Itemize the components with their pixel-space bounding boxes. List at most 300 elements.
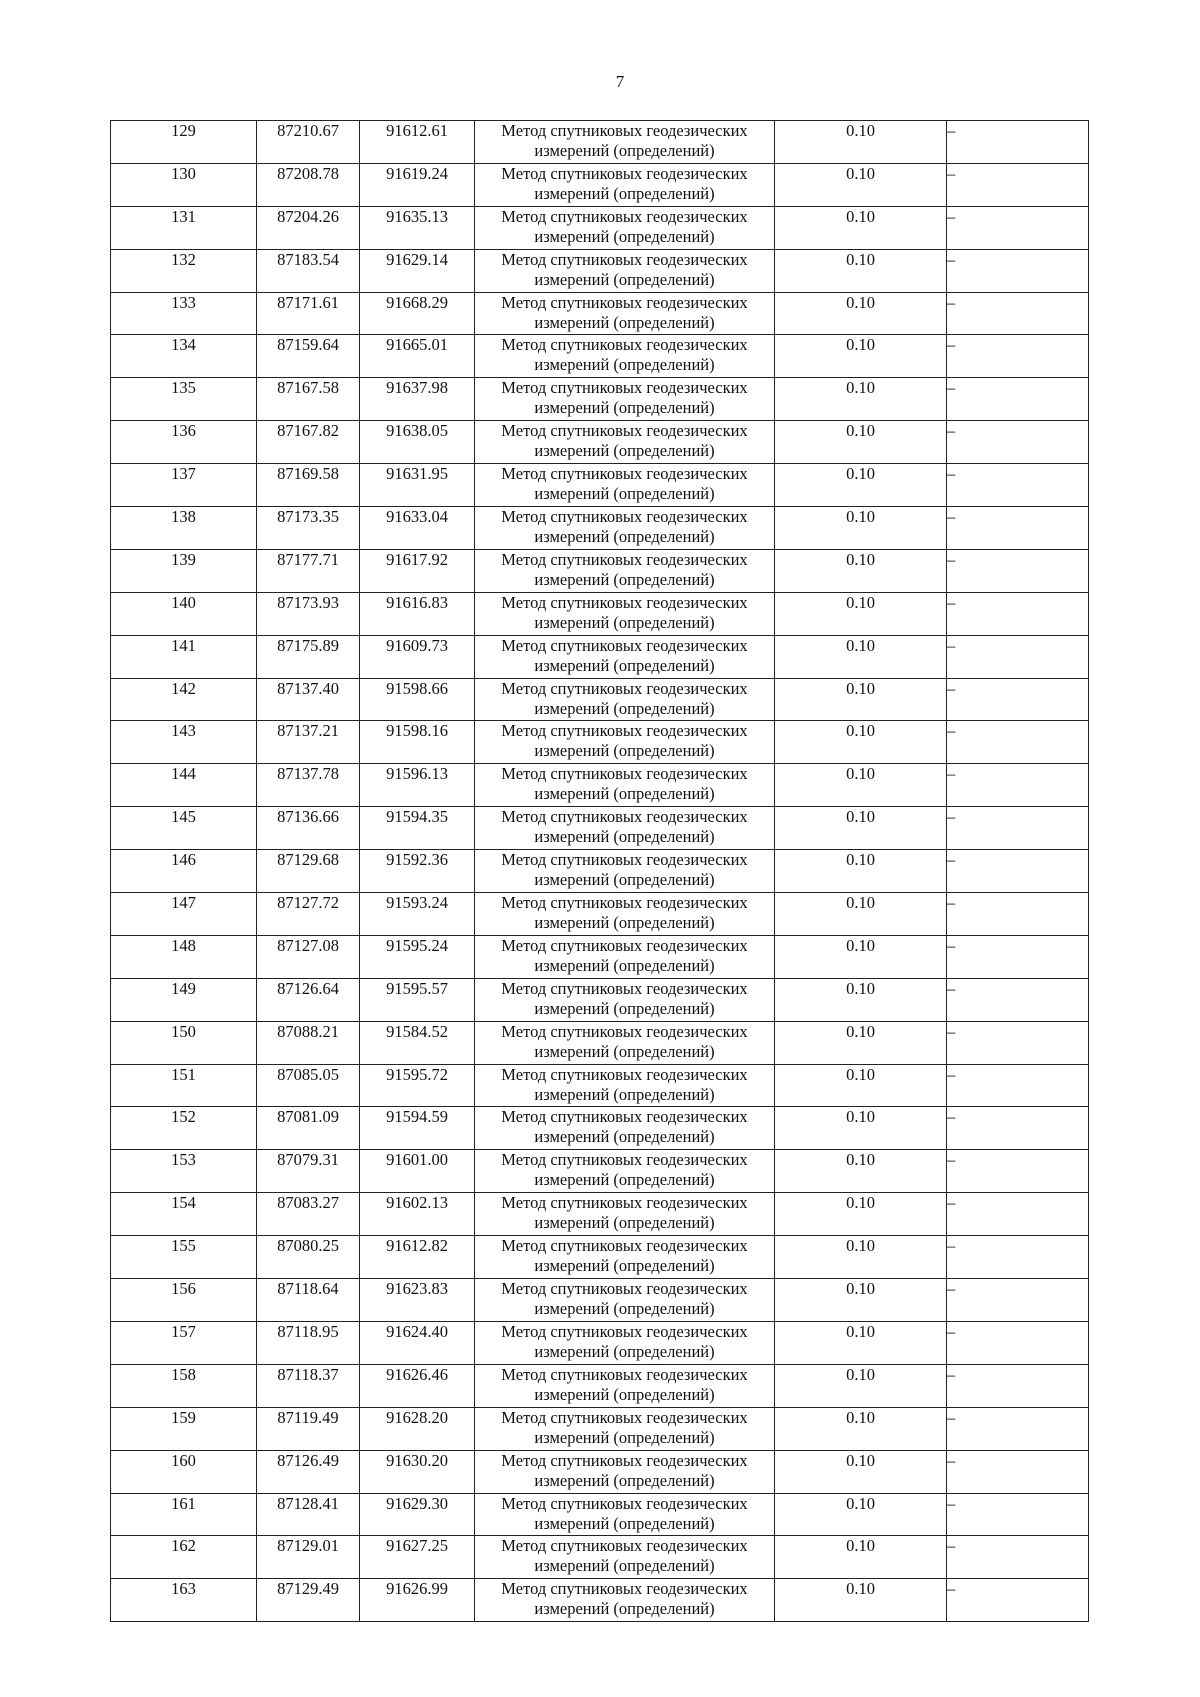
x-coordinate-cell (257, 935, 360, 978)
x-coordinate-cell (257, 292, 360, 335)
accuracy-cell (775, 635, 947, 678)
method-cell (475, 1279, 775, 1322)
point-number-cell-text: 150 (171, 1021, 196, 1041)
accuracy-cell (775, 935, 947, 978)
y-coordinate-cell-text: 91665.01 (386, 335, 448, 355)
description-cell-text: – (947, 1536, 956, 1556)
accuracy-cell-text: 0.10 (846, 549, 875, 569)
table-row (111, 121, 1089, 164)
method-cell (475, 1493, 775, 1536)
y-coordinate-cell (360, 592, 475, 635)
point-number-cell-text: 140 (171, 592, 196, 612)
accuracy-cell-text: 0.10 (846, 1021, 875, 1041)
x-coordinate-cell (257, 978, 360, 1021)
description-cell (947, 1364, 1089, 1407)
y-coordinate-cell (360, 464, 475, 507)
table-row (111, 163, 1089, 206)
description-cell (947, 1407, 1089, 1450)
accuracy-cell (775, 121, 947, 164)
point-number-cell-text: 139 (171, 549, 196, 569)
table-row (111, 635, 1089, 678)
accuracy-cell (775, 292, 947, 335)
table-row (111, 893, 1089, 936)
point-number-cell (111, 935, 257, 978)
accuracy-cell-text: 0.10 (846, 292, 875, 312)
description-cell (947, 121, 1089, 164)
description-cell-text: – (947, 249, 956, 269)
description-cell (947, 1536, 1089, 1579)
description-cell (947, 678, 1089, 721)
y-coordinate-cell-text: 91624.40 (386, 1321, 448, 1341)
y-coordinate-cell (360, 1107, 475, 1150)
y-coordinate-cell-text: 91609.73 (386, 635, 448, 655)
point-number-cell-text: 157 (171, 1321, 196, 1341)
accuracy-cell (775, 335, 947, 378)
x-coordinate-cell-text: 87088.21 (277, 1021, 339, 1041)
y-coordinate-cell (360, 1407, 475, 1450)
x-coordinate-cell (257, 1364, 360, 1407)
point-number-cell-text: 144 (171, 764, 196, 784)
method-cell (475, 893, 775, 936)
method-cell (475, 1321, 775, 1364)
x-coordinate-cell (257, 850, 360, 893)
table-row (111, 507, 1089, 550)
method-cell-text: Метод спутниковых геодезических измерений (определений) (501, 163, 748, 203)
accuracy-cell (775, 1021, 947, 1064)
method-cell-text: Метод спутниковых геодезических измерений (определений) (501, 335, 748, 375)
y-coordinate-cell (360, 850, 475, 893)
x-coordinate-cell-text: 87169.58 (277, 464, 339, 484)
point-number-cell-text: 154 (171, 1193, 196, 1213)
description-cell-text: – (947, 1150, 956, 1170)
x-coordinate-cell-text: 87129.68 (277, 850, 339, 870)
description-cell-text: – (947, 121, 956, 140)
table-row (111, 292, 1089, 335)
point-number-cell (111, 592, 257, 635)
y-coordinate-cell-text: 91592.36 (386, 850, 448, 870)
description-cell (947, 378, 1089, 421)
y-coordinate-cell-text: 91593.24 (386, 893, 448, 913)
description-cell (947, 292, 1089, 335)
method-cell-text: Метод спутниковых геодезических измерений (определений) (501, 1064, 748, 1104)
description-cell-text: – (947, 1579, 956, 1599)
description-cell (947, 1321, 1089, 1364)
y-coordinate-cell (360, 163, 475, 206)
x-coordinate-cell (257, 464, 360, 507)
table-row (111, 1579, 1089, 1622)
y-coordinate-cell (360, 1064, 475, 1107)
description-cell (947, 335, 1089, 378)
method-cell-text: Метод спутниковых геодезических измерений (определений) (501, 292, 748, 332)
x-coordinate-cell (257, 121, 360, 164)
point-number-cell-text: 145 (171, 807, 196, 827)
y-coordinate-cell-text: 91598.66 (386, 678, 448, 698)
description-cell-text: – (947, 1364, 956, 1384)
x-coordinate-cell (257, 1107, 360, 1150)
point-number-cell (111, 1107, 257, 1150)
accuracy-cell-text: 0.10 (846, 1450, 875, 1470)
y-coordinate-cell-text: 91619.24 (386, 163, 448, 183)
accuracy-cell-text: 0.10 (846, 378, 875, 398)
x-coordinate-cell (257, 678, 360, 721)
x-coordinate-cell-text: 87119.49 (277, 1407, 339, 1427)
y-coordinate-cell-text: 91635.13 (386, 206, 448, 226)
point-number-cell (111, 378, 257, 421)
accuracy-cell (775, 721, 947, 764)
method-cell (475, 1579, 775, 1622)
description-cell (947, 1450, 1089, 1493)
coordinates-table-body (111, 121, 1089, 1622)
table-row (111, 1107, 1089, 1150)
point-number-cell-text: 141 (171, 635, 196, 655)
description-cell-text: – (947, 464, 956, 484)
accuracy-cell (775, 807, 947, 850)
point-number-cell (111, 678, 257, 721)
description-cell-text: – (947, 1407, 956, 1427)
x-coordinate-cell-text: 87171.61 (277, 292, 339, 312)
accuracy-cell (775, 1493, 947, 1536)
point-number-cell-text: 132 (171, 249, 196, 269)
method-cell-text: Метод спутниковых геодезических измерений (определений) (501, 1364, 748, 1404)
method-cell-text: Метод спутниковых геодезических измерений (определений) (501, 378, 748, 418)
accuracy-cell (775, 1279, 947, 1322)
method-cell-text: Метод спутниковых геодезических измерений (определений) (501, 1236, 748, 1276)
method-cell-text: Метод спутниковых геодезических измерений (определений) (501, 764, 748, 804)
y-coordinate-cell-text: 91637.98 (386, 378, 448, 398)
method-cell (475, 635, 775, 678)
accuracy-cell (775, 678, 947, 721)
point-number-cell-text: 142 (171, 678, 196, 698)
x-coordinate-cell (257, 1450, 360, 1493)
y-coordinate-cell-text: 91602.13 (386, 1193, 448, 1213)
description-cell-text: – (947, 893, 956, 913)
accuracy-cell (775, 850, 947, 893)
description-cell (947, 807, 1089, 850)
method-cell (475, 1450, 775, 1493)
method-cell (475, 464, 775, 507)
description-cell (947, 549, 1089, 592)
y-coordinate-cell-text: 91628.20 (386, 1407, 448, 1427)
y-coordinate-cell (360, 635, 475, 678)
y-coordinate-cell (360, 1493, 475, 1536)
accuracy-cell (775, 1236, 947, 1279)
accuracy-cell-text: 0.10 (846, 421, 875, 441)
accuracy-cell (775, 1579, 947, 1622)
x-coordinate-cell (257, 1321, 360, 1364)
description-cell (947, 206, 1089, 249)
accuracy-cell-text: 0.10 (846, 1407, 875, 1427)
point-number-cell-text: 133 (171, 292, 196, 312)
point-number-cell (111, 121, 257, 164)
table-row (111, 421, 1089, 464)
accuracy-cell-text: 0.10 (846, 1536, 875, 1556)
y-coordinate-cell (360, 1536, 475, 1579)
description-cell-text: – (947, 378, 956, 398)
method-cell (475, 1536, 775, 1579)
method-cell-text: Метод спутниковых геодезических измерений (определений) (501, 1493, 748, 1533)
point-number-cell (111, 1579, 257, 1622)
accuracy-cell (775, 893, 947, 936)
accuracy-cell-text: 0.10 (846, 1150, 875, 1170)
table-row (111, 549, 1089, 592)
point-number-cell-text: 143 (171, 721, 196, 741)
method-cell (475, 721, 775, 764)
table-row (111, 1236, 1089, 1279)
y-coordinate-cell-text: 91612.61 (386, 121, 448, 140)
x-coordinate-cell (257, 721, 360, 764)
description-cell (947, 1579, 1089, 1622)
method-cell (475, 592, 775, 635)
x-coordinate-cell-text: 87136.66 (277, 807, 339, 827)
x-coordinate-cell-text: 87137.78 (277, 764, 339, 784)
description-cell-text: – (947, 206, 956, 226)
method-cell-text: Метод спутниковых геодезических измерений (определений) (501, 635, 748, 675)
x-coordinate-cell (257, 1579, 360, 1622)
method-cell-text: Метод спутниковых геодезических измерений (определений) (501, 721, 748, 761)
description-cell-text: – (947, 935, 956, 955)
method-cell (475, 1193, 775, 1236)
table-row (111, 249, 1089, 292)
method-cell-text: Метод спутниковых геодезических измерений (определений) (501, 1321, 748, 1361)
point-number-cell (111, 206, 257, 249)
point-number-cell-text: 163 (171, 1579, 196, 1599)
method-cell (475, 1021, 775, 1064)
y-coordinate-cell-text: 91633.04 (386, 507, 448, 527)
x-coordinate-cell (257, 592, 360, 635)
x-coordinate-cell-text: 87085.05 (277, 1064, 339, 1084)
method-cell (475, 121, 775, 164)
accuracy-cell-text: 0.10 (846, 678, 875, 698)
table-row (111, 335, 1089, 378)
accuracy-cell (775, 1364, 947, 1407)
y-coordinate-cell (360, 764, 475, 807)
point-number-cell-text: 162 (171, 1536, 196, 1556)
description-cell (947, 1236, 1089, 1279)
accuracy-cell (775, 1064, 947, 1107)
method-cell-text: Метод спутниковых геодезических измерений (определений) (501, 1407, 748, 1447)
x-coordinate-cell (257, 764, 360, 807)
y-coordinate-cell-text: 91617.92 (386, 549, 448, 569)
table-row (111, 721, 1089, 764)
point-number-cell-text: 161 (171, 1493, 196, 1513)
table-row (111, 1321, 1089, 1364)
description-cell-text: – (947, 507, 956, 527)
description-cell (947, 1107, 1089, 1150)
table-row (111, 1150, 1089, 1193)
x-coordinate-cell-text: 87118.37 (277, 1364, 339, 1384)
y-coordinate-cell (360, 893, 475, 936)
point-number-cell-text: 136 (171, 421, 196, 441)
point-number-cell-text: 137 (171, 464, 196, 484)
accuracy-cell (775, 249, 947, 292)
description-cell (947, 464, 1089, 507)
point-number-cell (111, 1450, 257, 1493)
y-coordinate-cell-text: 91668.29 (386, 292, 448, 312)
x-coordinate-cell-text: 87210.67 (277, 121, 339, 140)
point-number-cell (111, 807, 257, 850)
description-cell-text: – (947, 978, 956, 998)
accuracy-cell (775, 163, 947, 206)
point-number-cell (111, 1321, 257, 1364)
point-number-cell-text: 147 (171, 893, 196, 913)
accuracy-cell (775, 1150, 947, 1193)
method-cell (475, 764, 775, 807)
y-coordinate-cell-text: 91595.24 (386, 935, 448, 955)
description-cell-text: – (947, 850, 956, 870)
x-coordinate-cell (257, 549, 360, 592)
description-cell-text: – (947, 1064, 956, 1084)
description-cell-text: – (947, 292, 956, 312)
method-cell-text: Метод спутниковых геодезических измерений (определений) (501, 978, 748, 1018)
table-row (111, 764, 1089, 807)
method-cell-text: Метод спутниковых геодезических измерений (определений) (501, 507, 748, 547)
x-coordinate-cell (257, 893, 360, 936)
description-cell-text: – (947, 1279, 956, 1299)
y-coordinate-cell (360, 507, 475, 550)
y-coordinate-cell (360, 549, 475, 592)
point-number-cell (111, 464, 257, 507)
y-coordinate-cell-text: 91629.14 (386, 249, 448, 269)
x-coordinate-cell-text: 87118.95 (277, 1321, 339, 1341)
accuracy-cell-text: 0.10 (846, 935, 875, 955)
x-coordinate-cell-text: 87204.26 (277, 206, 339, 226)
table-row (111, 592, 1089, 635)
description-cell (947, 764, 1089, 807)
y-coordinate-cell-text: 91598.16 (386, 721, 448, 741)
point-number-cell-text: 130 (171, 163, 196, 183)
table-row (111, 1279, 1089, 1322)
description-cell (947, 507, 1089, 550)
x-coordinate-cell (257, 1193, 360, 1236)
x-coordinate-cell-text: 87167.58 (277, 378, 339, 398)
y-coordinate-cell (360, 1364, 475, 1407)
method-cell (475, 292, 775, 335)
x-coordinate-cell (257, 378, 360, 421)
method-cell-text: Метод спутниковых геодезических измерений (определений) (501, 421, 748, 461)
point-number-cell-text: 153 (171, 1150, 196, 1170)
method-cell-text: Метод спутниковых геодезических измерений (определений) (501, 1450, 748, 1490)
method-cell (475, 1150, 775, 1193)
accuracy-cell-text: 0.10 (846, 1107, 875, 1127)
y-coordinate-cell (360, 1150, 475, 1193)
y-coordinate-cell-text: 91595.57 (386, 978, 448, 998)
accuracy-cell (775, 1193, 947, 1236)
description-cell-text: – (947, 549, 956, 569)
point-number-cell (111, 635, 257, 678)
description-cell (947, 850, 1089, 893)
x-coordinate-cell (257, 807, 360, 850)
x-coordinate-cell (257, 1407, 360, 1450)
point-number-cell-text: 158 (171, 1364, 196, 1384)
method-cell-text: Метод спутниковых геодезических измерений (определений) (501, 1579, 748, 1619)
point-number-cell (111, 764, 257, 807)
y-coordinate-cell (360, 1021, 475, 1064)
method-cell-text: Метод спутниковых геодезических измерений (определений) (501, 850, 748, 890)
y-coordinate-cell (360, 807, 475, 850)
x-coordinate-cell (257, 335, 360, 378)
description-cell (947, 635, 1089, 678)
table-row (111, 1364, 1089, 1407)
page-number: 7 (615, 72, 625, 91)
accuracy-cell (775, 421, 947, 464)
description-cell-text: – (947, 1321, 956, 1341)
point-number-cell (111, 1279, 257, 1322)
point-number-cell-text: 129 (171, 121, 196, 140)
point-number-cell-text: 151 (171, 1064, 196, 1084)
description-cell-text: – (947, 163, 956, 183)
point-number-cell-text: 159 (171, 1407, 196, 1427)
point-number-cell (111, 249, 257, 292)
accuracy-cell-text: 0.10 (846, 249, 875, 269)
x-coordinate-cell-text: 87167.82 (277, 421, 339, 441)
y-coordinate-cell (360, 249, 475, 292)
y-coordinate-cell-text: 91594.35 (386, 807, 448, 827)
point-number-cell-text: 160 (171, 1450, 196, 1470)
method-cell-text: Метод спутниковых геодезических измерений (определений) (501, 1193, 748, 1233)
description-cell-text: – (947, 421, 956, 441)
description-cell (947, 592, 1089, 635)
point-number-cell-text: 135 (171, 378, 196, 398)
accuracy-cell-text: 0.10 (846, 764, 875, 784)
x-coordinate-cell-text: 87173.93 (277, 592, 339, 612)
y-coordinate-cell (360, 292, 475, 335)
accuracy-cell-text: 0.10 (846, 1493, 875, 1513)
x-coordinate-cell (257, 421, 360, 464)
point-number-cell-text: 156 (171, 1279, 196, 1299)
table-row (111, 678, 1089, 721)
point-number-cell-text: 138 (171, 507, 196, 527)
method-cell-text: Метод спутниковых геодезических измерений (определений) (501, 549, 748, 589)
x-coordinate-cell (257, 1064, 360, 1107)
point-number-cell (111, 1021, 257, 1064)
method-cell-text: Метод спутниковых геодезических измерений (определений) (501, 807, 748, 847)
method-cell (475, 378, 775, 421)
accuracy-cell (775, 1321, 947, 1364)
accuracy-cell-text: 0.10 (846, 464, 875, 484)
method-cell-text: Метод спутниковых геодезических измерений (определений) (501, 121, 748, 160)
description-cell (947, 1493, 1089, 1536)
accuracy-cell (775, 464, 947, 507)
point-number-cell (111, 335, 257, 378)
point-number-cell (111, 1064, 257, 1107)
y-coordinate-cell (360, 378, 475, 421)
x-coordinate-cell-text: 87129.01 (277, 1536, 339, 1556)
table-row (111, 1064, 1089, 1107)
method-cell (475, 850, 775, 893)
accuracy-cell-text: 0.10 (846, 978, 875, 998)
point-number-cell (111, 850, 257, 893)
x-coordinate-cell (257, 1536, 360, 1579)
description-cell-text: – (947, 764, 956, 784)
accuracy-cell (775, 1107, 947, 1150)
description-cell-text: – (947, 335, 956, 355)
method-cell-text: Метод спутниковых геодезических измерений (определений) (501, 893, 748, 933)
accuracy-cell-text: 0.10 (846, 1364, 875, 1384)
table-row (111, 935, 1089, 978)
y-coordinate-cell (360, 1321, 475, 1364)
x-coordinate-cell (257, 1021, 360, 1064)
description-cell (947, 249, 1089, 292)
accuracy-cell (775, 978, 947, 1021)
y-coordinate-cell-text: 91616.83 (386, 592, 448, 612)
accuracy-cell-text: 0.10 (846, 721, 875, 741)
x-coordinate-cell (257, 1236, 360, 1279)
description-cell-text: – (947, 1107, 956, 1127)
y-coordinate-cell-text: 91631.95 (386, 464, 448, 484)
y-coordinate-cell-text: 91594.59 (386, 1107, 448, 1127)
description-cell (947, 1279, 1089, 1322)
x-coordinate-cell-text: 87118.64 (277, 1279, 339, 1299)
